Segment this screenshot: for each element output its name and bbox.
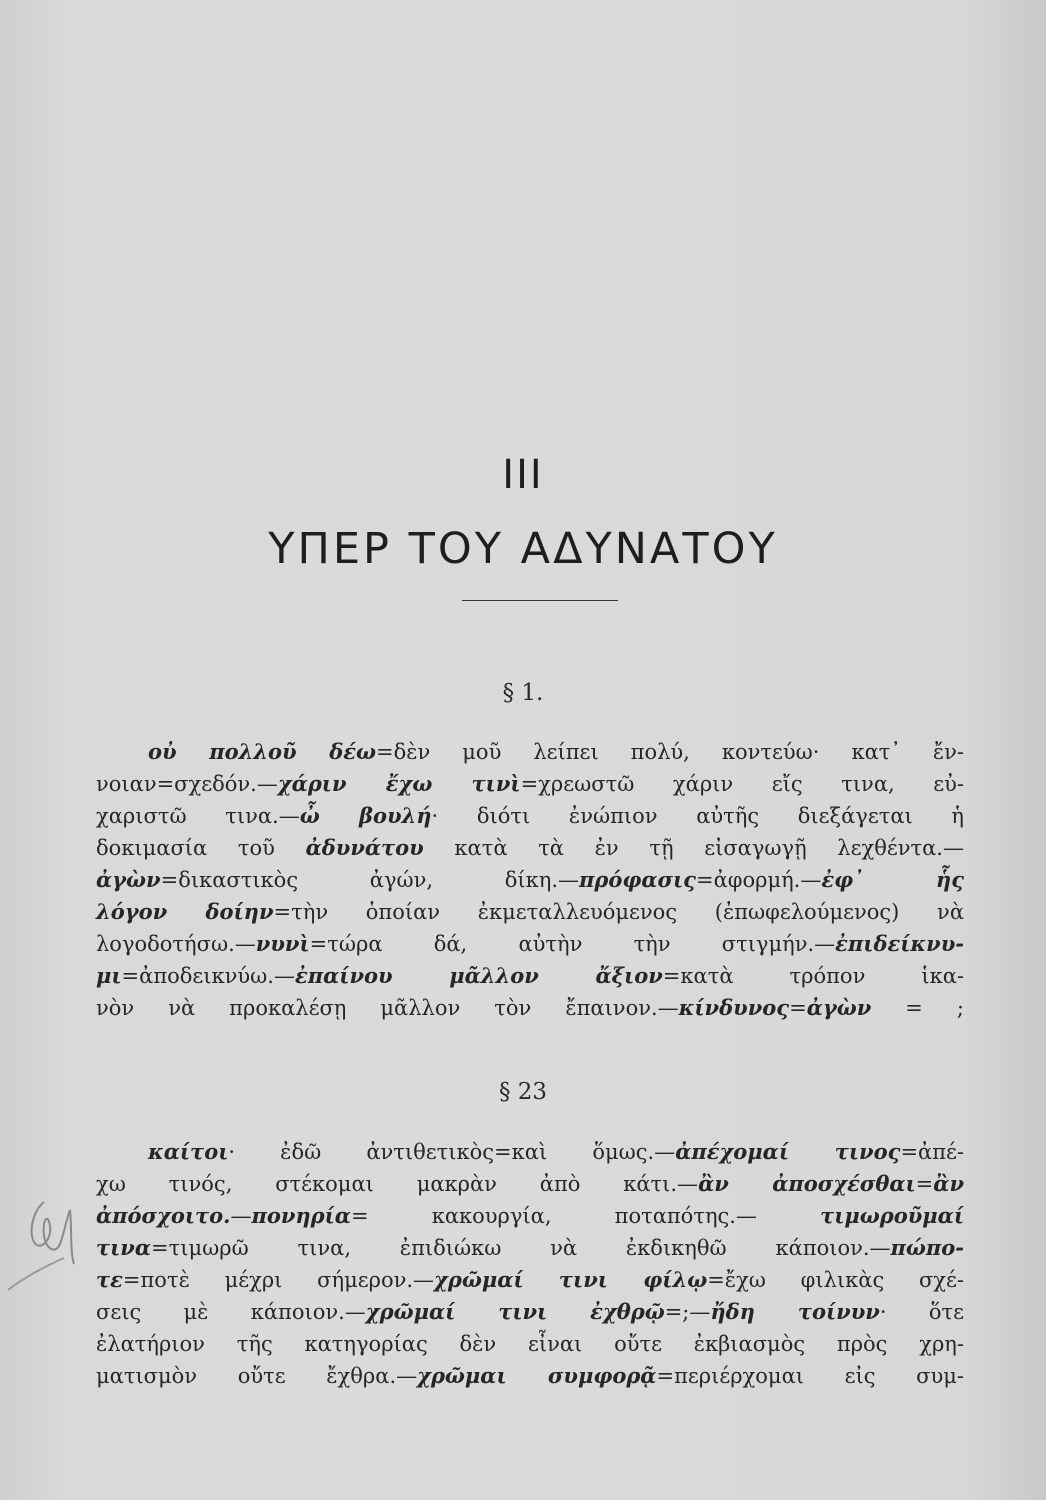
- gloss-text: νὸν νὰ προκαλέσῃ μᾶλλον τὸν ἔπαινον.—: [96, 996, 679, 1020]
- lemma-term: ἐπιδείκνυ-: [835, 931, 964, 956]
- gloss-text: δοκιμασία τοῦ: [96, 836, 306, 860]
- lemma-term: χρῶμαί τινι φίλῳ: [434, 1267, 708, 1292]
- lemma-term: πρόφασις: [579, 867, 696, 892]
- text-line: [96, 896, 964, 928]
- text-line: [96, 1200, 964, 1232]
- lemma-term: τιμωροῦμαί: [820, 1203, 964, 1228]
- section-heading-1: § 1.: [502, 680, 544, 706]
- gloss-text: =κατὰ τρόπον ἱκα-: [662, 964, 964, 988]
- gloss-text: =τὴν ὁποίαν ἐκμεταλλευόμενος (ἐπωφελούμενος) νὰ: [273, 900, 965, 924]
- text-line: [96, 960, 964, 992]
- section-heading-23: § 23: [498, 1079, 548, 1105]
- gloss-text: =ἀπέ-: [900, 1140, 964, 1164]
- gloss-text: —: [230, 1204, 252, 1228]
- lemma-term: τε: [96, 1267, 123, 1292]
- lemma-term: ἤδη τοίνυν: [710, 1299, 880, 1324]
- gloss-text: =ποτὲ μέχρι σήμερον.—: [122, 1268, 435, 1292]
- chapter-title: ΥΠΕΡ ΤΟΥ ΑΔΥΝΑΤΟΥ: [268, 524, 778, 574]
- gloss-text: =δὲν μοῦ λείπει πολύ, κοντεύω· κατ᾽ ἔν-: [376, 740, 964, 764]
- lemma-term: καίτοι: [148, 1139, 229, 1164]
- gloss-text: =δικαστικὸς ἀγών, δίκη.—: [160, 868, 580, 892]
- lemma-term: τινα: [96, 1235, 152, 1260]
- gloss-text: ἐλατήριον τῆς κατηγορίας δὲν εἶναι οὔτε ἐκβιασμὸς πρὸς χρη-: [96, 1332, 964, 1356]
- gloss-text: · ἐδῶ ἀντιθετικὸς=καὶ ὅμως.—: [228, 1140, 676, 1164]
- lemma-term: ἀδυνάτου: [305, 835, 424, 860]
- chapter-number: III: [502, 452, 544, 498]
- text-line: [96, 800, 964, 832]
- gloss-text: =ἔχω φιλικὰς σχέ-: [707, 1268, 965, 1292]
- text-line: [96, 1296, 964, 1328]
- gloss-text: λογοδοτήσω.—: [96, 932, 256, 956]
- gloss-text: ματισμὸν οὔτε ἔχθρα.—: [96, 1364, 418, 1388]
- lemma-term: ὦ βουλή: [299, 803, 432, 828]
- text-line: [96, 1136, 964, 1168]
- lemma-term: ἀγὼν: [96, 867, 161, 892]
- gloss-text: =: [915, 1172, 934, 1196]
- lemma-term: κίνδυνος: [678, 995, 790, 1020]
- gloss-text: =τιμωρῶ τινα, ἐπιδιώκω νὰ ἐκδικηθῶ κάποιον.—: [151, 1236, 891, 1260]
- text-line: [96, 1328, 964, 1360]
- lemma-term: ἂν: [933, 1171, 965, 1196]
- lemma-term: χάριν ἔχω τινὶ: [277, 771, 521, 796]
- lemma-term: ἐπαίνου μᾶλλον ἄξιον: [294, 963, 663, 988]
- text-line: [96, 768, 964, 800]
- lemma-term: οὐ πολλοῦ δέω: [148, 739, 377, 764]
- section-23-paragraph: [96, 1136, 964, 1392]
- text-line: [96, 1168, 964, 1200]
- lemma-term: πώπο-: [890, 1235, 964, 1260]
- lemma-term: μι: [96, 963, 122, 988]
- lemma-term: ἀπέχομαί τινος: [675, 1139, 901, 1164]
- title-divider: [462, 600, 618, 601]
- text-line: [96, 1264, 964, 1296]
- gloss-text: =ἀφορμή.—: [695, 868, 822, 892]
- gloss-text: = κακουργία, ποταπότης.—: [350, 1204, 821, 1228]
- lemma-term: ἀγὼν: [806, 995, 872, 1020]
- gloss-text: =χρεωστῶ χάριν εἴς τινα, εὐ-: [520, 772, 965, 796]
- gloss-text: νοιαν=σχεδόν.—: [96, 772, 278, 796]
- gloss-text: =: [789, 996, 807, 1020]
- gloss-text: =περιέρχομαι εἰς συμ-: [656, 1364, 965, 1388]
- lemma-term: χρῶμαι συμφορᾷ: [417, 1363, 657, 1388]
- gloss-text: σεις μὲ κάποιον.—: [96, 1300, 366, 1324]
- lemma-term: χρῶμαί τινι ἐχθρῷ: [365, 1299, 665, 1324]
- gloss-text: =τώρα δά, αὐτὴν τὴν στιγμήν.—: [309, 932, 836, 956]
- handwritten-margin-mark: [4, 1190, 84, 1300]
- gloss-text: κατὰ τὰ ἐν τῇ εἰσαγωγῇ λεχθέντα.—: [423, 836, 964, 860]
- text-line: [96, 864, 964, 896]
- gloss-text: χω τινός, στέκομαι μακρὰν ἀπὸ κάτι.—: [96, 1172, 699, 1196]
- gloss-text: =ἀποδεικνύω.—: [121, 964, 295, 988]
- text-line: [96, 1232, 964, 1264]
- text-line: [96, 928, 964, 960]
- lemma-term: ἂν ἀποσχέσθαι: [698, 1171, 916, 1196]
- lemma-term: ἀπόσχοιτο.: [96, 1203, 231, 1228]
- gloss-text: χαριστῶ τινα.—: [96, 804, 300, 828]
- gloss-text: · ὅτε: [879, 1300, 964, 1324]
- lemma-term: πονηρία: [251, 1203, 351, 1228]
- text-line: [96, 736, 964, 768]
- text-line: [96, 992, 964, 1024]
- text-line: [96, 1360, 964, 1392]
- section-1-paragraph: [96, 736, 964, 1024]
- text-line: [96, 832, 964, 864]
- gloss-text: =;—: [664, 1300, 711, 1324]
- gloss-text: · διότι ἐνώπιον αὐτῆς διεξάγεται ἡ: [431, 804, 965, 828]
- lemma-term: νυνὶ: [255, 931, 310, 956]
- lemma-term: λόγον δοίην: [96, 899, 274, 924]
- lemma-term: ἐφ᾽ ἧς: [821, 867, 964, 892]
- gloss-text: = ;: [871, 996, 964, 1020]
